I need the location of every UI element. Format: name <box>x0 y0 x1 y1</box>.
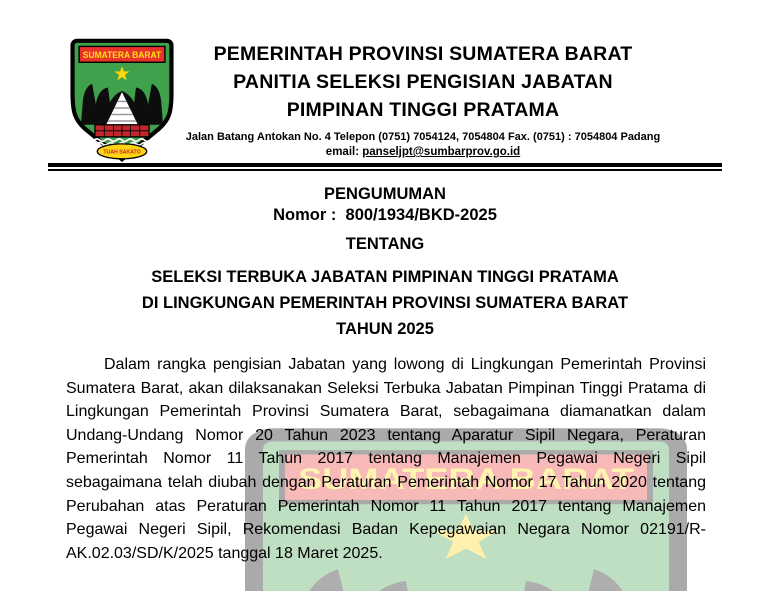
org-name-line1: PEMERINTAH PROVINSI SUMATERA BARAT <box>213 43 633 65</box>
letterhead-text <box>178 40 668 160</box>
subject-line1: SELEKSI TERBUKA JABATAN PIMPINAN TINGGI PRATAMA <box>151 268 619 286</box>
letterhead-address: Jalan Batang Antokan No. 4 Telepon (0751) 7054124, 7054804 Fax. (0751) : 7054804 Padang <box>185 131 661 143</box>
about-label: TENTANG <box>345 235 425 253</box>
org-name-line3: PIMPINAN TINGGI PRATAMA <box>286 99 560 121</box>
letterhead-email-line <box>178 145 668 160</box>
subject-line2: DI LINGKUNGAN PEMERINTAH PROVINSI SUMATERA BARAT <box>141 294 629 312</box>
announcement-subject <box>48 264 722 342</box>
provincial-logo <box>66 38 178 163</box>
subject-line3: TAHUN 2025 <box>336 320 434 338</box>
email-label: email: <box>325 146 363 158</box>
divider-thick-line <box>48 163 722 167</box>
org-name-line2: PANITIA SELEKSI PENGISIAN JABATAN <box>233 71 613 93</box>
announcement-body <box>48 170 722 565</box>
sumatera-barat-coat-of-arms-icon <box>66 38 178 163</box>
announcement-number: Nomor : 800/1934/BKD-2025 <box>273 206 497 224</box>
email-address-link[interactable]: panseljpt@sumbarprov.go.id <box>362 146 521 158</box>
announcement-heading: PENGUMUMAN <box>324 185 446 203</box>
announcement-paragraph: Dalam rangka pengisian Jabatan yang lowong di Lingkungan Pemerintah Provinsi Sumatera Barat, akan dilaksanakan Seleksi Terbuka Jabatan Pimpinan Tinggi Pratama di Lingkungan Pemerintah Provinsi Sumatera Barat, sebagaimana diamanatkan dalam Undang-Undang Nomor 20 Tahun 2023 tentang Aparatur Sipil Negara, Peraturan Pemerintah Nomor 11 Tahun 2017 tentang Manajemen Pegawai Negeri Sipil sebagaimana telah diubah dengan Peraturan Pemerintah Nomor 17 Tahun 2020 tentang Perubahan atas Peraturan Pemerintah Nomor 11 Tahun 2017 tentang Manajemen Pegawai Negeri Sipil, Rekomendasi Badan Kepegawaian Negara Nomor 02191/R-AK.02.03/SD/K/2025 tanggal 18 Maret 2025. <box>66 356 706 562</box>
